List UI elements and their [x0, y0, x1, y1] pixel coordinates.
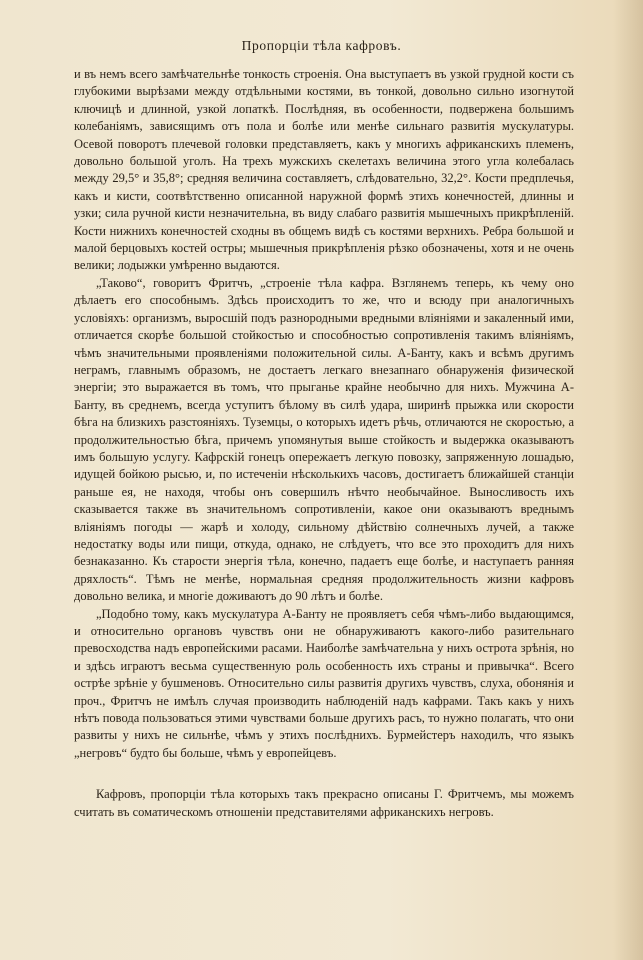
paragraph-conclusion: Кафровъ, пропорціи тѣла которыхъ такъ прекрасно описаны Г. Фритчемъ, мы можемъ считать въ соматическомъ отношеніи представителями африканскихъ негровъ. — [74, 787, 574, 819]
page-edge-shadow — [613, 0, 643, 960]
page-body — [74, 66, 574, 821]
paragraph-skeleton: и въ немъ всего замѣчательнѣе тонкость строенія. Она выступаетъ въ узкой грудной кости съ глубокими вырѣзами между отдѣльными костями, въ тонкой, довольно сильно изогнутой ключицѣ и длинной, узкой лопаткѣ. Послѣдняя, въ особенности, подвержена большимъ колебаніямъ, зависящимъ отъ пола и болѣе или менѣе сильнаго развитія мускулатуры. Осевой поворотъ плечевой головки представляетъ, какъ у многихъ африканскихъ племенъ, довольно большой уголъ. На трехъ мужскихъ скелетахъ величина этого угла колебалась между 29,5° и 35,8°; средняя величина составляетъ, слѣдовательно, 32,2°. Кости предплечья, какъ и кисти, соотвѣтственно описанной наружной формѣ этихъ конечностей, длинны и узки; сила ручной кисти незначительна, въ виду слабаго развитія мышечныхъ прикрѣпленій. Кости нижнихъ конечностей сходны въ общемъ видѣ съ костями верхнихъ. Ребра большой и малой берцовыхъ костей остры; мышечныя прикрѣпленія рѣзко обозначены, хотя и не очень велики; лодыжки умѣренно выдаются. — [74, 67, 574, 273]
paragraph-fritsch-quote: „Таково“, говоритъ Фритчъ, „строеніе тѣла кафра. Взглянемъ теперь, къ чему оно дѣлаетъ его способнымъ. Здѣсь происходитъ то же, что и всюду при аналогичныхъ условіяхъ: организмъ, выросшій подъ разнородными вредными вліяніями и закаленный ими, отличается скорѣе большой стойкостью и способностью сопротивленія такимъ вліяніямъ, чѣмъ значительными проявленіями положительной силы. А-Банту, какъ и всѣмъ другимъ неграмъ, главнымъ образомъ, не достаетъ легкаго внезапнаго обнаруженія физической энергіи; это выражается въ томъ, что прыганье крайне необычно для нихъ. Мужчина А-Банту, въ среднемъ, всегда уступитъ бѣлому въ силѣ удара, ширинѣ прыжка или скорости бѣга на близкихъ разстояніяхъ. Туземцы, о которыхъ идетъ рѣчь, отличаются не скоростью, а продолжительностью бѣга, причемъ упомянутыя выше стойкость и выдержка оказываютъ имъ большую услугу. Кафрскій гонецъ опережаетъ легкую повозку, запряженную лошадью, идущей бойкою рысью, и, по истеченіи нѣсколькихъ часовъ, достигаетъ ближайшей станціи раньше ея, не находя, чтобы онъ совершилъ нѣчто необычайное. Выносливость ихъ сказывается также въ значительномъ сопротивленіи, какое они оказываютъ вреднымъ вліяніямъ погоды — жарѣ и холоду, сильному дѣйствію солнечныхъ лучей, а также недостатку воды или пищи, откуда, однако, не слѣдуетъ, что все это проходитъ для нихъ безнаказанно. Къ старости энергія тѣла, конечно, падаетъ еще болѣе, и наступаетъ ранняя дряхлость“. Тѣмъ не менѣе, нормальная средняя продолжительность жизни кафровъ довольно велика, и многіе доживаютъ до 90 лѣтъ и болѣе. — [74, 275, 574, 604]
paragraph-senses: „Подобно тому, какъ мускулатура А-Банту не проявляетъ себя чѣмъ-либо выдающимся, и относительно органовъ чувствъ они не обнаруживаютъ какого-либо разительнаго превосходства надъ европейскими расами. Наиболѣе замѣчательна у нихъ острота зрѣнія, но и здѣсь играютъ весьма существенную роль особенность ихъ страны и привычка“. Всего острѣе зрѣніе у бушменовъ. Относительно силы развитія другихъ чувствъ, слуха, обонянія и проч., Фритчъ не имѣлъ случая производить наблюденій надъ кафрами. Такъ какъ у нихъ нѣтъ повода пользоваться этими чувствами больше другихъ расъ, то нужно полагать, что они развиты у нихъ не сильнѣе, чѣмъ у этихъ послѣднихъ. Бурмейстеръ находилъ, что языкъ „негровъ“ будто бы больше, чѣмъ у европейцевъ. — [74, 606, 574, 760]
page-header: Пропорціи тѣла кафровъ. — [241, 38, 402, 53]
